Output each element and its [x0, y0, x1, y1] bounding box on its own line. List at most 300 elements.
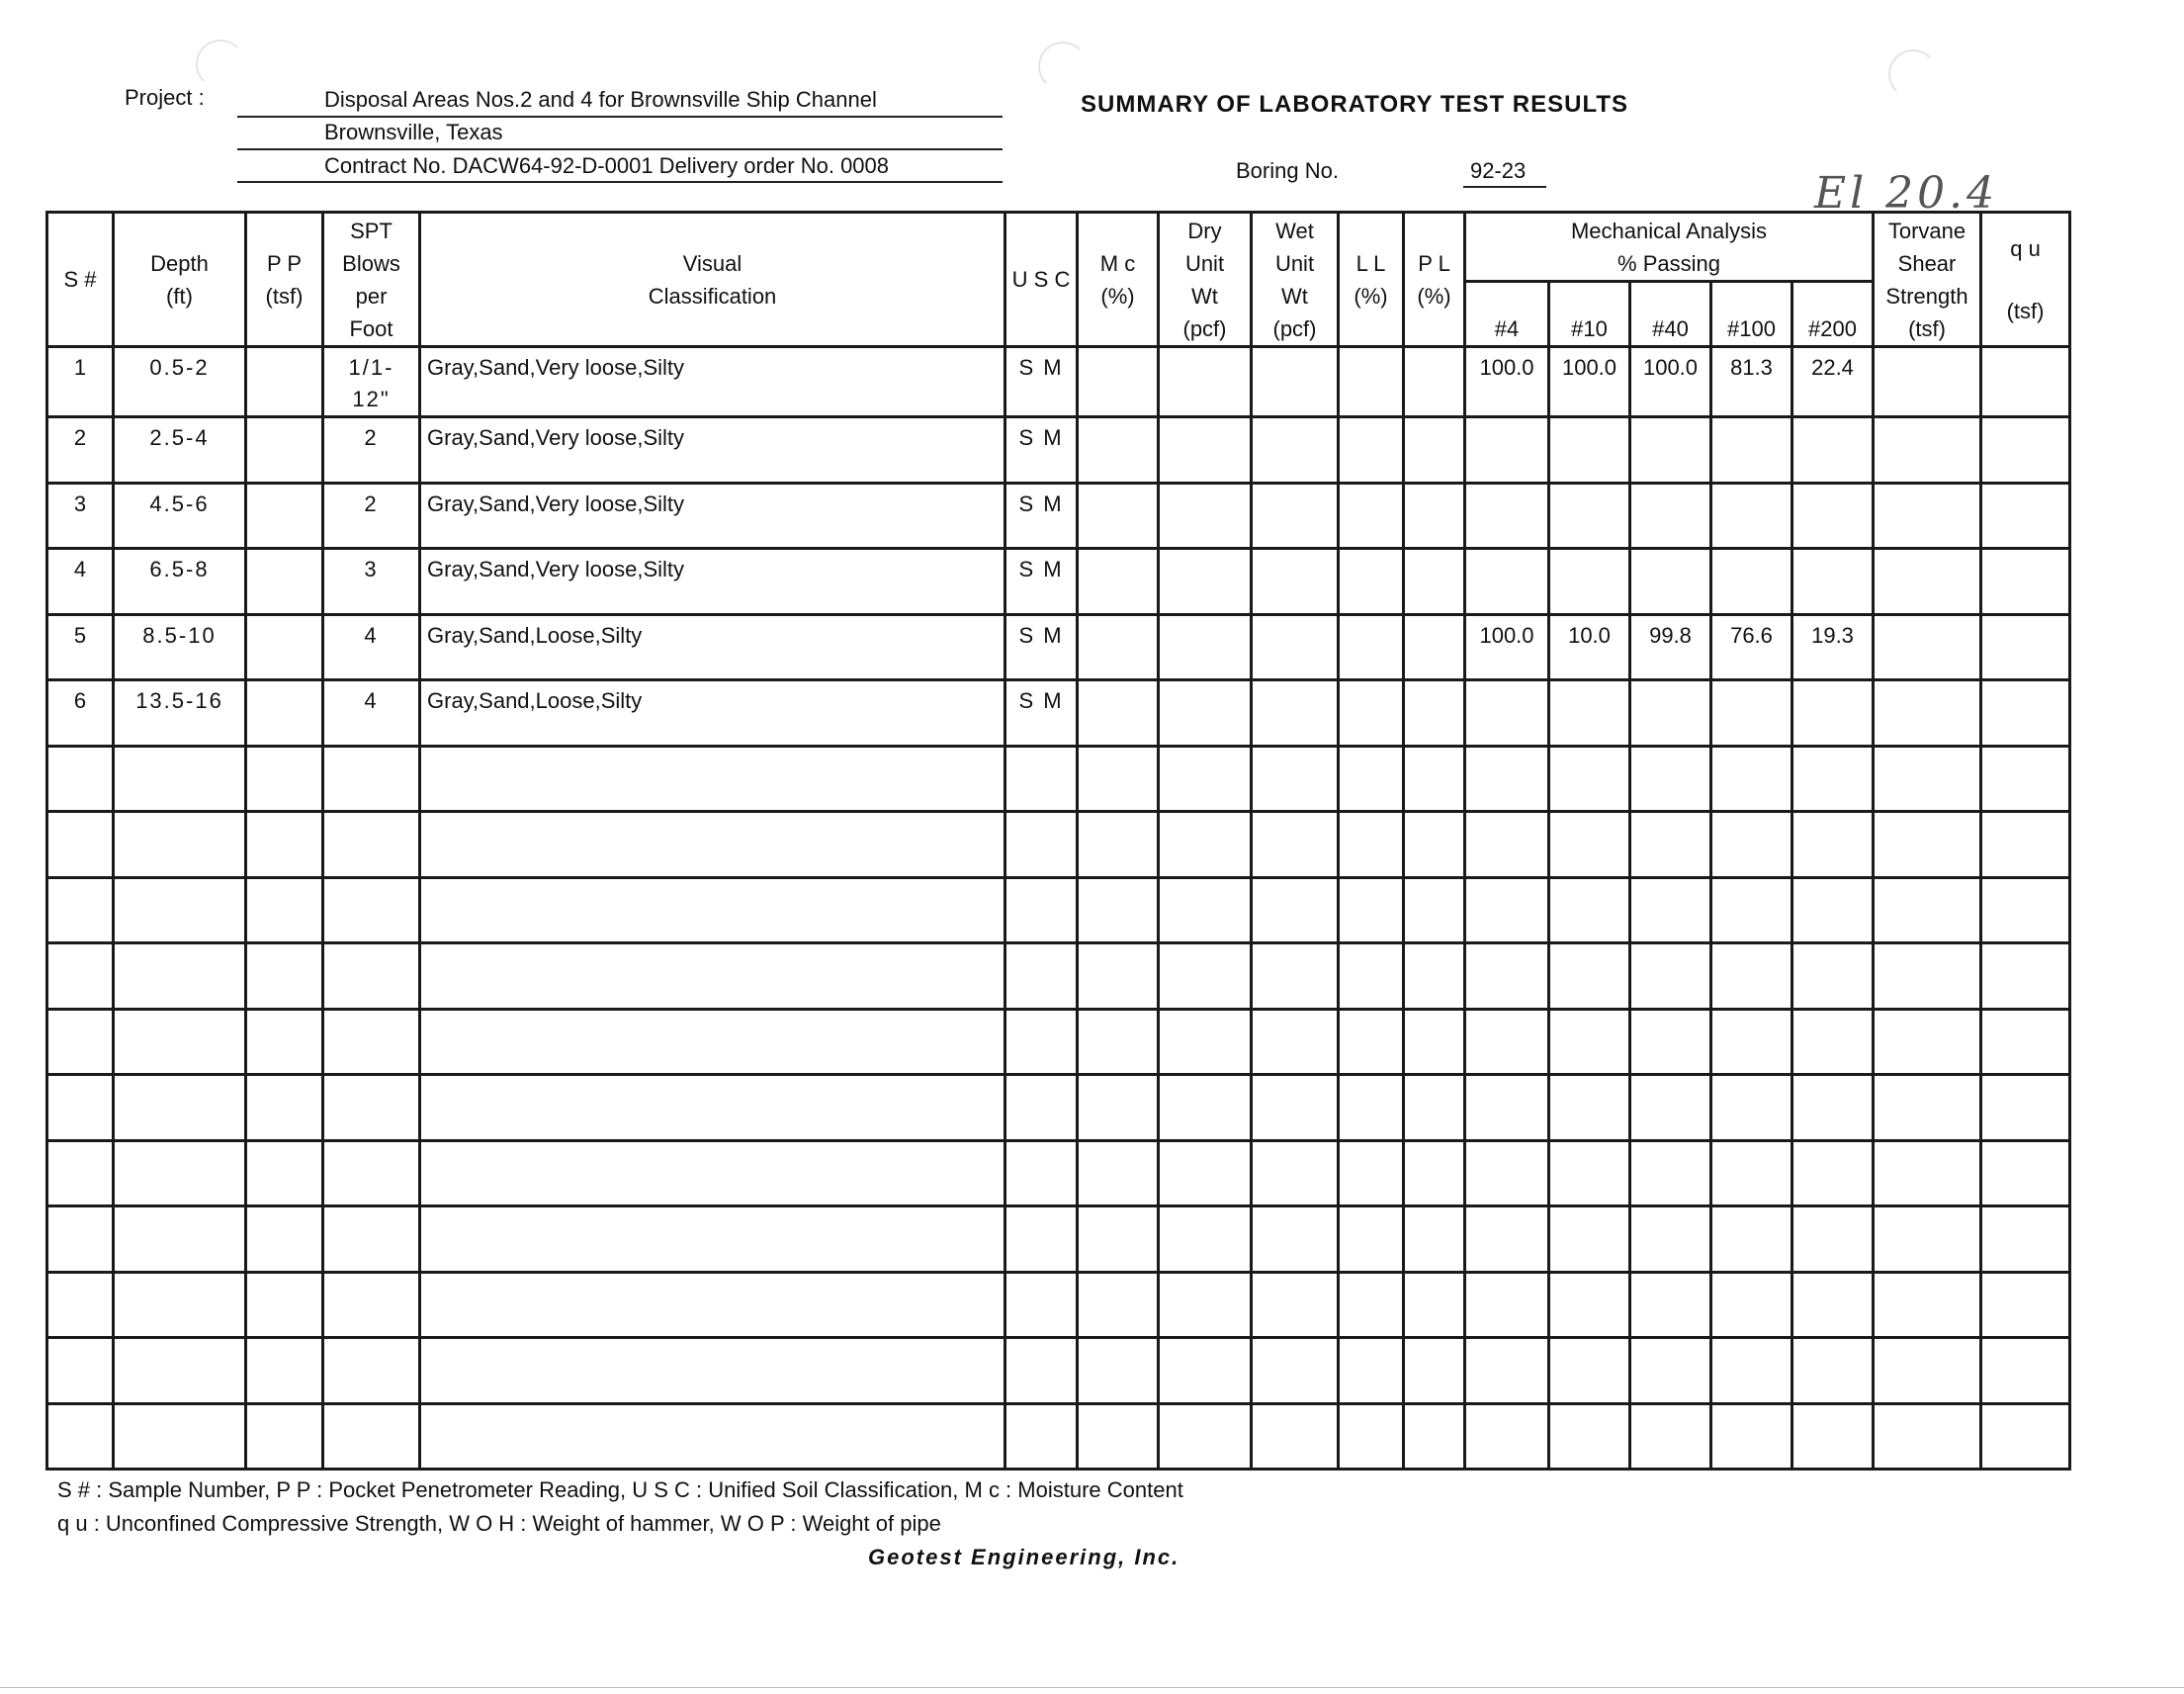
- cell-plastic-limit: [1404, 347, 1465, 417]
- cell-sieve-200: [1792, 812, 1874, 878]
- cell-pocket-penetrometer: [246, 680, 323, 747]
- cell-sieve-200: [1792, 1272, 1874, 1338]
- punch-hole-left: [196, 40, 245, 89]
- cell-visual-classification: Gray,Sand,Very loose,Silty: [420, 483, 1005, 549]
- table-row: [47, 614, 2070, 680]
- cell-plastic-limit: [1404, 549, 1465, 615]
- cell-qu: [1981, 877, 2070, 943]
- cell-torvane-strength: [1874, 417, 1981, 484]
- cell-liquid-limit: [1339, 943, 1404, 1010]
- cell-sieve-200: [1792, 877, 1874, 943]
- cell-sieve-40: 99.8: [1630, 614, 1711, 680]
- table-row: [47, 1206, 2070, 1273]
- cell-spt-blows: [323, 812, 420, 878]
- cell-moisture-content: [1078, 1075, 1159, 1141]
- table-row: [47, 812, 2070, 878]
- cell-wet-unit-weight: [1252, 1009, 1339, 1075]
- header-wet-unit-weight: Wet Unit Wt (pcf): [1252, 213, 1339, 347]
- cell-liquid-limit: [1339, 746, 1404, 812]
- cell-sieve-40: [1630, 1403, 1711, 1470]
- cell-usc: S M: [1005, 614, 1078, 680]
- cell-plastic-limit: [1404, 614, 1465, 680]
- cell-dry-unit-weight: [1159, 877, 1252, 943]
- cell-usc: [1005, 812, 1078, 878]
- cell-depth: [114, 1009, 246, 1075]
- cell-sieve-4: [1465, 1206, 1549, 1273]
- cell-sieve-10: [1549, 1272, 1630, 1338]
- cell-usc: S M: [1005, 417, 1078, 484]
- cell-dry-unit-weight: [1159, 943, 1252, 1010]
- cell-plastic-limit: [1404, 1272, 1465, 1338]
- cell-torvane-strength: [1874, 549, 1981, 615]
- cell-qu: [1981, 1403, 2070, 1470]
- cell-sieve-200: [1792, 483, 1874, 549]
- cell-sieve-10: [1549, 943, 1630, 1010]
- cell-wet-unit-weight: [1252, 1075, 1339, 1141]
- cell-sieve-100: [1711, 483, 1792, 549]
- cell-sieve-200: [1792, 1075, 1874, 1141]
- cell-sieve-4: [1465, 943, 1549, 1010]
- cell-torvane-strength: [1874, 1075, 1981, 1141]
- cell-wet-unit-weight: [1252, 1338, 1339, 1404]
- header-sieve-4: #4: [1465, 282, 1549, 347]
- cell-usc: [1005, 943, 1078, 1010]
- cell-sample-number: [47, 746, 114, 812]
- cell-sieve-200: 19.3: [1792, 614, 1874, 680]
- cell-pocket-penetrometer: [246, 549, 323, 615]
- cell-visual-classification: [420, 1206, 1005, 1273]
- cell-sieve-10: [1549, 1206, 1630, 1273]
- cell-sieve-200: [1792, 417, 1874, 484]
- cell-visual-classification: Gray,Sand,Loose,Silty: [420, 680, 1005, 747]
- cell-sieve-40: [1630, 680, 1711, 747]
- cell-liquid-limit: [1339, 1403, 1404, 1470]
- cell-sieve-40: [1630, 1140, 1711, 1206]
- cell-depth: 0.5-2: [114, 347, 246, 417]
- cell-depth: 8.5-10: [114, 614, 246, 680]
- cell-sample-number: 1: [47, 347, 114, 417]
- cell-sieve-10: 100.0: [1549, 347, 1630, 417]
- cell-pocket-penetrometer: [246, 1075, 323, 1141]
- cell-usc: [1005, 1272, 1078, 1338]
- cell-depth: 4.5-6: [114, 483, 246, 549]
- cell-usc: [1005, 1075, 1078, 1141]
- cell-torvane-strength: [1874, 1009, 1981, 1075]
- cell-sieve-10: [1549, 483, 1630, 549]
- cell-visual-classification: [420, 1075, 1005, 1141]
- cell-spt-blows: [323, 943, 420, 1010]
- project-underline-2: [237, 148, 1003, 150]
- cell-sieve-200: [1792, 1140, 1874, 1206]
- cell-dry-unit-weight: [1159, 746, 1252, 812]
- cell-pocket-penetrometer: [246, 812, 323, 878]
- cell-sample-number: 4: [47, 549, 114, 615]
- cell-sieve-100: [1711, 1338, 1792, 1404]
- cell-qu: [1981, 1075, 2070, 1141]
- cell-depth: [114, 943, 246, 1010]
- cell-sieve-100: [1711, 943, 1792, 1010]
- table-row: [47, 746, 2070, 812]
- cell-sieve-10: [1549, 877, 1630, 943]
- cell-wet-unit-weight: [1252, 1403, 1339, 1470]
- cell-usc: S M: [1005, 549, 1078, 615]
- cell-sieve-40: [1630, 943, 1711, 1010]
- cell-wet-unit-weight: [1252, 746, 1339, 812]
- table-row: [47, 877, 2070, 943]
- cell-liquid-limit: [1339, 877, 1404, 943]
- cell-sample-number: [47, 943, 114, 1010]
- cell-moisture-content: [1078, 746, 1159, 812]
- cell-qu: [1981, 614, 2070, 680]
- cell-sieve-40: [1630, 1009, 1711, 1075]
- header-mechanical-analysis: Mechanical Analysis % Passing: [1465, 213, 1874, 282]
- cell-qu: [1981, 1009, 2070, 1075]
- cell-torvane-strength: [1874, 746, 1981, 812]
- cell-sieve-200: [1792, 1206, 1874, 1273]
- table-row: [47, 549, 2070, 615]
- project-underline-3: [237, 181, 1003, 183]
- cell-wet-unit-weight: [1252, 417, 1339, 484]
- cell-sieve-4: [1465, 680, 1549, 747]
- cell-sample-number: [47, 1403, 114, 1470]
- cell-wet-unit-weight: [1252, 614, 1339, 680]
- header-sieve-10: #10: [1549, 282, 1630, 347]
- contract-number: Contract No. DACW64-92-D-0001 Delivery order No. 0008: [324, 153, 890, 178]
- cell-moisture-content: [1078, 1338, 1159, 1404]
- cell-moisture-content: [1078, 417, 1159, 484]
- cell-dry-unit-weight: [1159, 549, 1252, 615]
- cell-visual-classification: [420, 812, 1005, 878]
- table-row: [47, 1403, 2070, 1470]
- cell-pocket-penetrometer: [246, 1206, 323, 1273]
- cell-visual-classification: [420, 1403, 1005, 1470]
- cell-sieve-4: [1465, 483, 1549, 549]
- cell-sieve-40: [1630, 746, 1711, 812]
- cell-sieve-40: [1630, 1272, 1711, 1338]
- cell-liquid-limit: [1339, 812, 1404, 878]
- cell-spt-blows: 4: [323, 614, 420, 680]
- cell-sieve-100: [1711, 877, 1792, 943]
- cell-sieve-100: [1711, 417, 1792, 484]
- cell-torvane-strength: [1874, 812, 1981, 878]
- header-sieve-200: #200: [1792, 282, 1874, 347]
- cell-torvane-strength: [1874, 1338, 1981, 1404]
- cell-visual-classification: [420, 943, 1005, 1010]
- cell-sieve-100: [1711, 1206, 1792, 1273]
- table-row: [47, 680, 2070, 747]
- cell-moisture-content: [1078, 549, 1159, 615]
- cell-sieve-4: 100.0: [1465, 614, 1549, 680]
- cell-liquid-limit: [1339, 347, 1404, 417]
- cell-torvane-strength: [1874, 483, 1981, 549]
- cell-usc: S M: [1005, 680, 1078, 747]
- cell-sieve-40: [1630, 1206, 1711, 1273]
- cell-qu: [1981, 1140, 2070, 1206]
- cell-sieve-4: [1465, 1140, 1549, 1206]
- cell-plastic-limit: [1404, 1140, 1465, 1206]
- cell-sieve-10: [1549, 680, 1630, 747]
- cell-dry-unit-weight: [1159, 614, 1252, 680]
- cell-moisture-content: [1078, 614, 1159, 680]
- cell-sieve-40: [1630, 812, 1711, 878]
- cell-sieve-40: 100.0: [1630, 347, 1711, 417]
- cell-wet-unit-weight: [1252, 1140, 1339, 1206]
- cell-plastic-limit: [1404, 1075, 1465, 1141]
- cell-sample-number: [47, 812, 114, 878]
- cell-sample-number: [47, 1338, 114, 1404]
- cell-plastic-limit: [1404, 680, 1465, 747]
- cell-sieve-200: [1792, 680, 1874, 747]
- cell-sample-number: 5: [47, 614, 114, 680]
- cell-wet-unit-weight: [1252, 483, 1339, 549]
- header-sieve-40: #40: [1630, 282, 1711, 347]
- cell-spt-blows: [323, 877, 420, 943]
- cell-sieve-40: [1630, 483, 1711, 549]
- cell-sieve-100: [1711, 680, 1792, 747]
- cell-wet-unit-weight: [1252, 943, 1339, 1010]
- cell-torvane-strength: [1874, 614, 1981, 680]
- cell-plastic-limit: [1404, 746, 1465, 812]
- cell-plastic-limit: [1404, 812, 1465, 878]
- cell-pocket-penetrometer: [246, 1338, 323, 1404]
- cell-sieve-40: [1630, 877, 1711, 943]
- cell-sieve-4: 100.0: [1465, 347, 1549, 417]
- cell-spt-blows: 3: [323, 549, 420, 615]
- cell-dry-unit-weight: [1159, 1206, 1252, 1273]
- header-dry-unit-weight: Dry Unit Wt (pcf): [1159, 213, 1252, 347]
- cell-usc: S M: [1005, 347, 1078, 417]
- page-edge-line: [0, 1687, 2184, 1688]
- cell-liquid-limit: [1339, 417, 1404, 484]
- cell-spt-blows: [323, 1140, 420, 1206]
- cell-depth: [114, 1338, 246, 1404]
- cell-visual-classification: [420, 877, 1005, 943]
- table-row: [47, 483, 2070, 549]
- boring-underline: [1463, 186, 1546, 188]
- cell-dry-unit-weight: [1159, 680, 1252, 747]
- cell-wet-unit-weight: [1252, 347, 1339, 417]
- cell-sample-number: [47, 877, 114, 943]
- cell-dry-unit-weight: [1159, 812, 1252, 878]
- cell-visual-classification: [420, 1009, 1005, 1075]
- cell-sample-number: [47, 1272, 114, 1338]
- cell-plastic-limit: [1404, 417, 1465, 484]
- cell-spt-blows: [323, 1075, 420, 1141]
- cell-depth: [114, 1403, 246, 1470]
- cell-pocket-penetrometer: [246, 1009, 323, 1075]
- cell-depth: [114, 746, 246, 812]
- header-torvane: Torvane Shear Strength (tsf): [1874, 213, 1981, 347]
- cell-qu: [1981, 1338, 2070, 1404]
- cell-pocket-penetrometer: [246, 1272, 323, 1338]
- cell-wet-unit-weight: [1252, 680, 1339, 747]
- cell-moisture-content: [1078, 1272, 1159, 1338]
- cell-dry-unit-weight: [1159, 1075, 1252, 1141]
- cell-visual-classification: [420, 1338, 1005, 1404]
- cell-qu: [1981, 812, 2070, 878]
- project-label: Project :: [125, 85, 205, 110]
- cell-moisture-content: [1078, 1009, 1159, 1075]
- cell-sieve-4: [1465, 746, 1549, 812]
- cell-sieve-200: [1792, 746, 1874, 812]
- cell-sieve-200: [1792, 1403, 1874, 1470]
- cell-pocket-penetrometer: [246, 347, 323, 417]
- cell-liquid-limit: [1339, 1140, 1404, 1206]
- cell-depth: [114, 1206, 246, 1273]
- cell-spt-blows: 4: [323, 680, 420, 747]
- cell-moisture-content: [1078, 347, 1159, 417]
- table-row: [47, 1338, 2070, 1404]
- cell-plastic-limit: [1404, 1009, 1465, 1075]
- cell-liquid-limit: [1339, 549, 1404, 615]
- page-title: SUMMARY OF LABORATORY TEST RESULTS: [1081, 91, 1629, 118]
- cell-moisture-content: [1078, 812, 1159, 878]
- boring-label: Boring No.: [1236, 158, 1339, 183]
- cell-sieve-10: [1549, 1403, 1630, 1470]
- cell-sieve-100: [1711, 746, 1792, 812]
- project-underline-1: [237, 116, 1003, 118]
- cell-sieve-10: [1549, 1009, 1630, 1075]
- header-depth: Depth (ft): [114, 213, 246, 347]
- cell-usc: [1005, 1140, 1078, 1206]
- cell-sieve-40: [1630, 1075, 1711, 1141]
- cell-sieve-10: [1549, 812, 1630, 878]
- cell-dry-unit-weight: [1159, 1403, 1252, 1470]
- cell-qu: [1981, 943, 2070, 1010]
- cell-liquid-limit: [1339, 1272, 1404, 1338]
- cell-sieve-100: [1711, 1075, 1792, 1141]
- cell-sieve-10: [1549, 417, 1630, 484]
- cell-sieve-200: [1792, 943, 1874, 1010]
- cell-sample-number: 3: [47, 483, 114, 549]
- table-row: [47, 347, 2070, 417]
- cell-usc: [1005, 877, 1078, 943]
- cell-usc: [1005, 1009, 1078, 1075]
- cell-usc: S M: [1005, 483, 1078, 549]
- table-row: [47, 417, 2070, 484]
- cell-sample-number: 6: [47, 680, 114, 747]
- cell-dry-unit-weight: [1159, 1272, 1252, 1338]
- cell-moisture-content: [1078, 877, 1159, 943]
- legend-line-2: q u : Unconfined Compressive Strength, W O H : Weight of hammer, W O P : Weight of pipe: [57, 1511, 941, 1536]
- cell-sample-number: [47, 1009, 114, 1075]
- cell-torvane-strength: [1874, 1140, 1981, 1206]
- lab-results-table: [45, 211, 2071, 1471]
- cell-visual-classification: Gray,Sand,Loose,Silty: [420, 614, 1005, 680]
- cell-sieve-200: [1792, 1338, 1874, 1404]
- cell-sieve-100: [1711, 549, 1792, 615]
- cell-qu: [1981, 483, 2070, 549]
- cell-sieve-40: [1630, 549, 1711, 615]
- header-plastic-limit: P L (%): [1404, 213, 1465, 347]
- cell-dry-unit-weight: [1159, 1140, 1252, 1206]
- cell-sieve-100: [1711, 1140, 1792, 1206]
- cell-pocket-penetrometer: [246, 877, 323, 943]
- cell-dry-unit-weight: [1159, 1009, 1252, 1075]
- cell-sieve-10: [1549, 1140, 1630, 1206]
- cell-plastic-limit: [1404, 1403, 1465, 1470]
- cell-sieve-4: [1465, 549, 1549, 615]
- cell-depth: 13.5-16: [114, 680, 246, 747]
- cell-qu: [1981, 746, 2070, 812]
- cell-sieve-4: [1465, 417, 1549, 484]
- cell-qu: [1981, 417, 2070, 484]
- cell-liquid-limit: [1339, 1206, 1404, 1273]
- cell-dry-unit-weight: [1159, 1338, 1252, 1404]
- cell-sieve-4: [1465, 1403, 1549, 1470]
- cell-qu: [1981, 1206, 2070, 1273]
- cell-plastic-limit: [1404, 1338, 1465, 1404]
- cell-moisture-content: [1078, 1140, 1159, 1206]
- handwritten-elevation-note: El 20.4: [1814, 168, 1999, 219]
- header-qu: q u (tsf): [1981, 213, 2070, 347]
- cell-sieve-4: [1465, 812, 1549, 878]
- cell-spt-blows: [323, 746, 420, 812]
- legend-line-1: S # : Sample Number, P P : Pocket Penetrometer Reading, U S C : Unified Soil Classification, M c : Moisture Content: [57, 1477, 1183, 1502]
- cell-liquid-limit: [1339, 614, 1404, 680]
- cell-sieve-200: 22.4: [1792, 347, 1874, 417]
- cell-sample-number: 2: [47, 417, 114, 484]
- header-sieve-100: #100: [1711, 282, 1792, 347]
- cell-depth: [114, 1075, 246, 1141]
- cell-moisture-content: [1078, 483, 1159, 549]
- cell-torvane-strength: [1874, 943, 1981, 1010]
- cell-qu: [1981, 347, 2070, 417]
- cell-liquid-limit: [1339, 1009, 1404, 1075]
- header-pp: P P (tsf): [246, 213, 323, 347]
- cell-sieve-100: [1711, 1009, 1792, 1075]
- cell-wet-unit-weight: [1252, 1272, 1339, 1338]
- cell-pocket-penetrometer: [246, 1403, 323, 1470]
- cell-sieve-10: 10.0: [1549, 614, 1630, 680]
- project-name: Disposal Areas Nos.2 and 4 for Brownsville Ship Channel: [324, 87, 877, 112]
- cell-moisture-content: [1078, 1403, 1159, 1470]
- cell-sample-number: [47, 1075, 114, 1141]
- cell-sieve-40: [1630, 417, 1711, 484]
- cell-wet-unit-weight: [1252, 877, 1339, 943]
- cell-spt-blows: 2: [323, 417, 420, 484]
- cell-plastic-limit: [1404, 483, 1465, 549]
- cell-sieve-10: [1549, 746, 1630, 812]
- cell-usc: [1005, 1403, 1078, 1470]
- cell-visual-classification: [420, 746, 1005, 812]
- cell-torvane-strength: [1874, 1272, 1981, 1338]
- cell-sieve-4: [1465, 877, 1549, 943]
- cell-sieve-4: [1465, 1338, 1549, 1404]
- cell-sample-number: [47, 1140, 114, 1206]
- cell-liquid-limit: [1339, 680, 1404, 747]
- cell-visual-classification: [420, 1140, 1005, 1206]
- table-row: [47, 1009, 2070, 1075]
- cell-spt-blows: [323, 1272, 420, 1338]
- cell-torvane-strength: [1874, 347, 1981, 417]
- cell-depth: [114, 812, 246, 878]
- cell-sieve-4: [1465, 1272, 1549, 1338]
- table-row: [47, 943, 2070, 1010]
- cell-torvane-strength: [1874, 1206, 1981, 1273]
- cell-wet-unit-weight: [1252, 549, 1339, 615]
- punch-hole-right: [1888, 49, 1938, 99]
- cell-torvane-strength: [1874, 1403, 1981, 1470]
- boring-number: 92-23: [1470, 158, 1527, 183]
- cell-spt-blows: 1/1- 12": [323, 347, 420, 417]
- cell-torvane-strength: [1874, 877, 1981, 943]
- cell-qu: [1981, 549, 2070, 615]
- cell-visual-classification: Gray,Sand,Very loose,Silty: [420, 549, 1005, 615]
- cell-pocket-penetrometer: [246, 483, 323, 549]
- table-row: [47, 1140, 2070, 1206]
- header-liquid-limit: L L (%): [1339, 213, 1404, 347]
